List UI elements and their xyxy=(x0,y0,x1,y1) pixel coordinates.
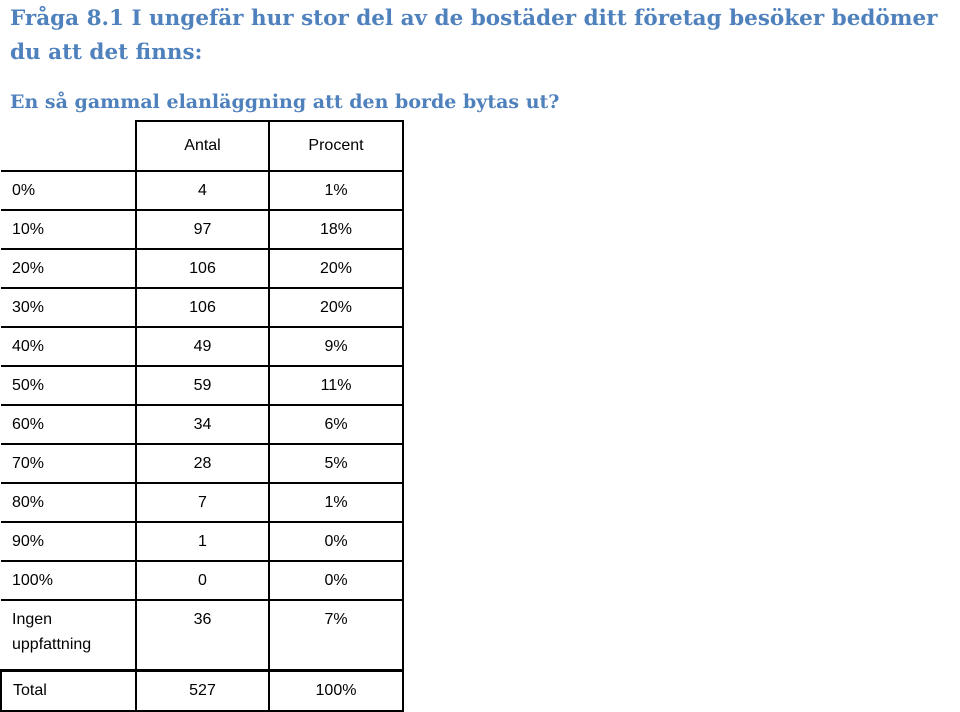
table-row xyxy=(1,288,403,327)
column-header-antal: Antal xyxy=(136,121,269,171)
table-row xyxy=(1,171,403,210)
question-heading: Fråga 8.1 I ungefär hur stor del av de bostäder ditt företag besöker bedömer du att det finns: xyxy=(10,6,938,65)
results-table xyxy=(0,120,404,712)
procent-cell: 0% xyxy=(269,561,403,600)
table-row xyxy=(1,327,403,366)
column-header-procent: Procent xyxy=(269,121,403,171)
antal-cell: 7 xyxy=(136,483,269,522)
antal-cell: 106 xyxy=(136,288,269,327)
row-label: 20% xyxy=(1,249,136,288)
total-procent: 100% xyxy=(269,671,403,712)
procent-cell: 18% xyxy=(269,210,403,249)
row-label: Ingen uppfattning xyxy=(1,600,136,671)
table-row xyxy=(1,561,403,600)
row-label: 70% xyxy=(1,444,136,483)
question-subheading: En så gammal elanläggning att den borde bytas ut? xyxy=(10,91,560,113)
row-label: 10% xyxy=(1,210,136,249)
procent-cell: 20% xyxy=(269,288,403,327)
total-label: Total xyxy=(1,671,136,712)
procent-cell: 7% xyxy=(269,600,403,671)
table-row xyxy=(1,210,403,249)
row-label: 0% xyxy=(1,171,136,210)
table-row xyxy=(1,249,403,288)
procent-cell: 5% xyxy=(269,444,403,483)
row-label: 40% xyxy=(1,327,136,366)
antal-cell: 34 xyxy=(136,405,269,444)
table-row xyxy=(1,483,403,522)
antal-cell: 49 xyxy=(136,327,269,366)
table-header-row xyxy=(1,121,403,171)
table-row xyxy=(1,444,403,483)
row-label: 30% xyxy=(1,288,136,327)
row-label: 90% xyxy=(1,522,136,561)
procent-cell: 11% xyxy=(269,366,403,405)
table-row xyxy=(1,405,403,444)
antal-cell: 0 xyxy=(136,561,269,600)
header-corner-cell xyxy=(1,121,136,171)
procent-cell: 1% xyxy=(269,171,403,210)
table-row xyxy=(1,522,403,561)
antal-cell: 28 xyxy=(136,444,269,483)
antal-cell: 4 xyxy=(136,171,269,210)
table-row xyxy=(1,366,403,405)
antal-cell: 106 xyxy=(136,249,269,288)
antal-cell: 59 xyxy=(136,366,269,405)
row-label: 60% xyxy=(1,405,136,444)
procent-cell: 0% xyxy=(269,522,403,561)
procent-cell: 6% xyxy=(269,405,403,444)
procent-cell: 9% xyxy=(269,327,403,366)
procent-cell: 20% xyxy=(269,249,403,288)
row-label: 80% xyxy=(1,483,136,522)
antal-cell: 97 xyxy=(136,210,269,249)
table-row xyxy=(1,600,403,671)
total-row xyxy=(1,671,403,712)
antal-cell: 1 xyxy=(136,522,269,561)
row-label: 50% xyxy=(1,366,136,405)
antal-cell: 36 xyxy=(136,600,269,671)
total-antal: 527 xyxy=(136,671,269,712)
row-label: 100% xyxy=(1,561,136,600)
procent-cell: 1% xyxy=(269,483,403,522)
